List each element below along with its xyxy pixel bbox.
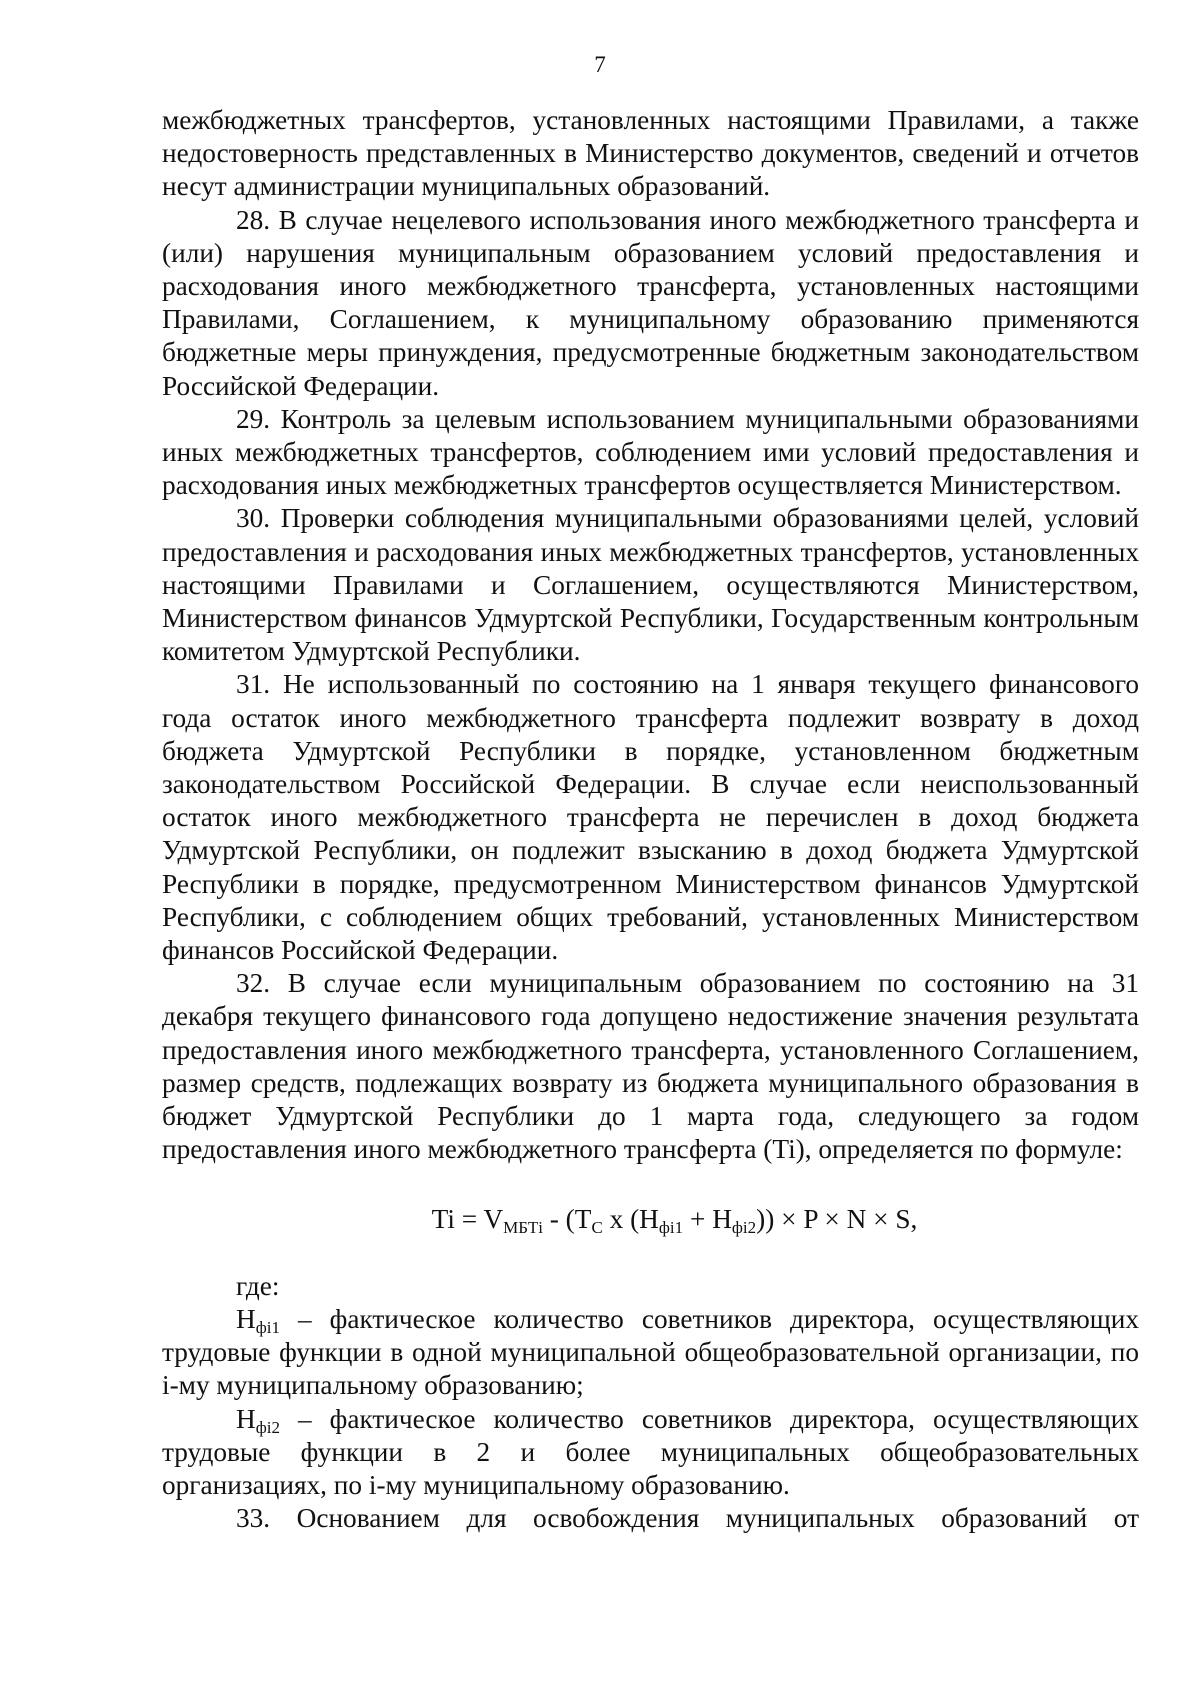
definition-text: – фактическое количество советников директора, осуществляющих трудовые функции в 2 и более муниципальных общеобразовательных организациях, по i-му муниципальному образованию. (162, 1403, 1139, 1500)
definition-text: – фактическое количество советников директора, осуществляющих трудовые функции в одной муниципальной общеобразовательной организации, по i-му муниципальному образованию; (162, 1303, 1139, 1401)
paragraph-31: 31. Не использованный по состоянию на 1 января текущего финансового года остаток иного межбюджетного трансферта подлежит возврату в доход бюджета Удмуртской Республики в порядке, установленном бюджетным законодательством Российской Федерации. В случае если неиспользованный остаток иного межбюджетного трансферта не перечислен в доход бюджета Удмуртской Республики, он подлежит взысканию в доход бюджета Удмуртской Республики в порядке, предусмотренном Министерством финансов Удмуртской Республики, с соблюдением общих требований, установленных Министерством финансов Российской Федерации. (162, 669, 1139, 966)
paragraph-33: 33. Основанием для освобождения муниципальных образований от (236, 1503, 1139, 1534)
where-label: где: (236, 1270, 280, 1301)
paragraph-30: 30. Проверки соблюдения муниципальными образованиями целей, условий предоставления и расходования иных межбюджетных трансфертов, установленных настоящими Правилами и Соглашением, осуществляются Министерством, Министерством финансов Удмуртской Республики, Государственным контрольным комитетом Удмуртской Республики. (162, 503, 1139, 667)
formula (162, 1203, 1139, 1236)
document-body (162, 104, 1139, 1535)
formula-part: Ti = V (431, 1203, 504, 1234)
formula-subscript: МБТi (503, 1217, 543, 1237)
definition-nfi1 (162, 1303, 1139, 1403)
formula-part: x (Н (602, 1203, 659, 1234)
formula-part: + Н (683, 1203, 732, 1234)
formula-subscript: фi2 (731, 1217, 757, 1237)
definition-nfi2 (162, 1403, 1139, 1503)
definition-symbol: Н (236, 1403, 256, 1434)
page-number: 7 (594, 52, 606, 77)
definition-subscript: фi1 (255, 1317, 280, 1337)
paragraph-32: 32. В случае если муниципальным образованием по состоянию на 31 декабря текущего финансового года допущено недостижение значения результата предоставления иного межбюджетного трансферта, установленного Соглашением, размер средств, подлежащих возврату из бюджета муниципального образования в бюджет Удмуртской Республики до 1 марта года, следующего за годом предоставления иного межбюджетного трансферта (Ti), определяется по формуле: (162, 968, 1139, 1165)
paragraph-28: 28. В случае нецелевого использования иного межбюджетного трансферта и (или) нарушения муниципальным образованием условий предоставления и расходования иного межбюджетного трансферта, установленных настоящими Правилами, Соглашением, к муниципальному образованию применяются бюджетные меры принуждения, предусмотренные бюджетным законодательством Российской Федерации. (162, 204, 1139, 401)
definition-symbol: Н (236, 1303, 256, 1334)
formula-subscript: C (591, 1217, 603, 1237)
definition-subscript: фi2 (255, 1417, 280, 1437)
paragraph-continuation: межбюджетных трансфертов, установленных настоящими Правилами, а также недостоверность представленных в Министерство документов, сведений и отчетов несут администрации муниципальных образований. (162, 105, 1139, 202)
formula-part: - (T (542, 1203, 592, 1234)
paragraph-29: 29. Контроль за целевым использованием муниципальными образованиями иных межбюджетных трансфертов, соблюдением ими условий предоставления и расходования иных межбюджетных трансфертов осуществляется Министерством. (162, 403, 1139, 501)
formula-part: )) × P × N × S, (756, 1203, 918, 1234)
formula-subscript: фi1 (658, 1217, 684, 1237)
